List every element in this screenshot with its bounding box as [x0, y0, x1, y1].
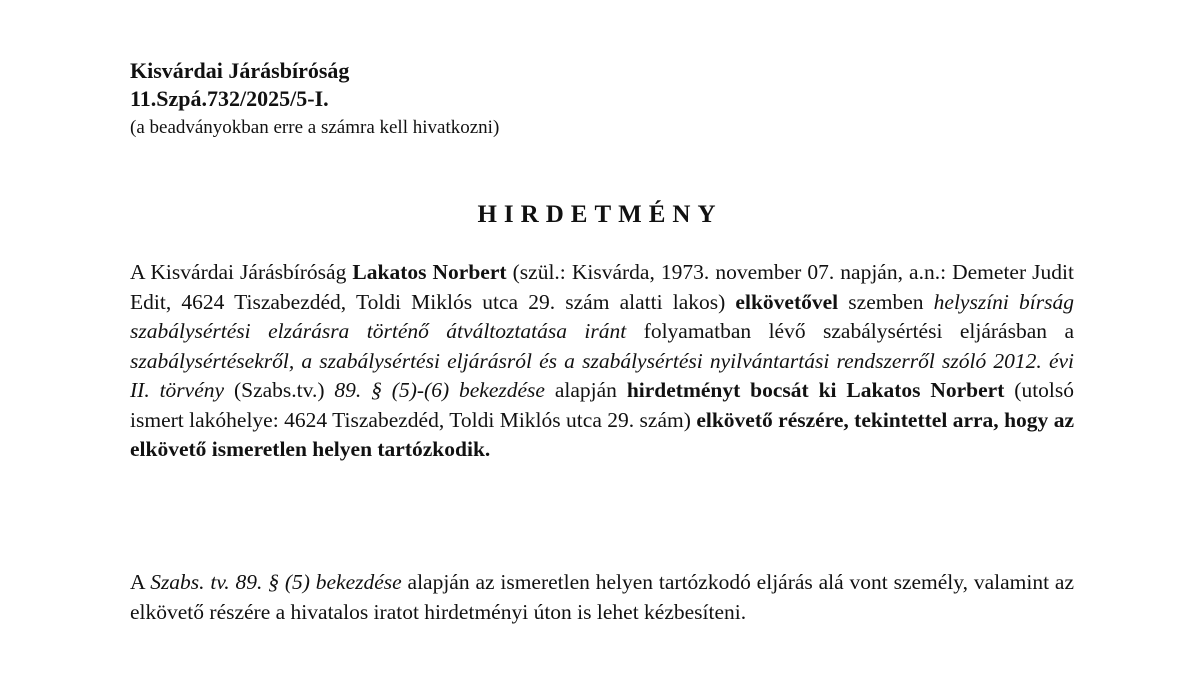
text-run: elkövetővel: [735, 289, 839, 314]
text-run: alapján: [544, 378, 627, 402]
text-run: A: [130, 570, 151, 594]
text-run: (utolsó ismert lakóhelye: 4624 Tiszabezdéd, Toldi Miklós utca 29. szám): [130, 378, 1075, 432]
text-run: helyszíni bírság szabálysértési elzárásra történő átváltoztatása iránt: [130, 289, 1075, 343]
text-run: szemben: [838, 289, 934, 314]
case-number: 11.Szpá.732/2025/5-I.: [130, 86, 329, 111]
reference-note: (a beadványokban erre a számra kell hivatkozni): [130, 117, 500, 138]
document-title: HIRDETMÉNY: [477, 201, 723, 228]
text-run: alapján az ismeretlen helyen tartózkodó eljárás alá vont személy, valamint az elkövető részére a hivatalos iratot hirdetményi úton is lehet kézbesíteni.: [130, 570, 1074, 624]
text-run: 89. § (5)-(6) bekezdése: [334, 378, 545, 402]
text-run: Lakatos Norbert: [352, 260, 507, 284]
text-run: folyamatban lévő szabálysértési eljárásban a: [626, 319, 1074, 343]
legal-basis-paragraph: [130, 568, 1074, 627]
document-header: [130, 58, 499, 140]
text-run: (Szabs.tv.): [224, 378, 335, 402]
text-run: Szabs. tv. 89. § (5) bekezdése: [150, 570, 402, 594]
text-run: elkövető részére, tekintettel arra, hogy az elkövető ismeretlen helyen tartózkodik.: [130, 407, 1074, 461]
text-run: (szül.: Kisvárda, 1973. november 07. napján, a.n.: Demeter Judit Edit, 4624 Tiszabezdéd, Toldi Miklós utca 29. szám alatti lakos): [130, 260, 1074, 314]
text-run: hirdetményt bocsát ki Lakatos Norbert: [626, 378, 1005, 402]
court-name: Kisvárdai Járásbíróság: [130, 58, 350, 83]
announcement-paragraph: [130, 258, 1074, 465]
text-run: A Kisvárdai Járásbíróság: [130, 260, 353, 284]
text-run: szabálysértésekről, a szabálysértési eljárásról és a szabálysértési nyilvántartási rendszerről szóló 2012. évi II. törvény: [130, 348, 1074, 402]
